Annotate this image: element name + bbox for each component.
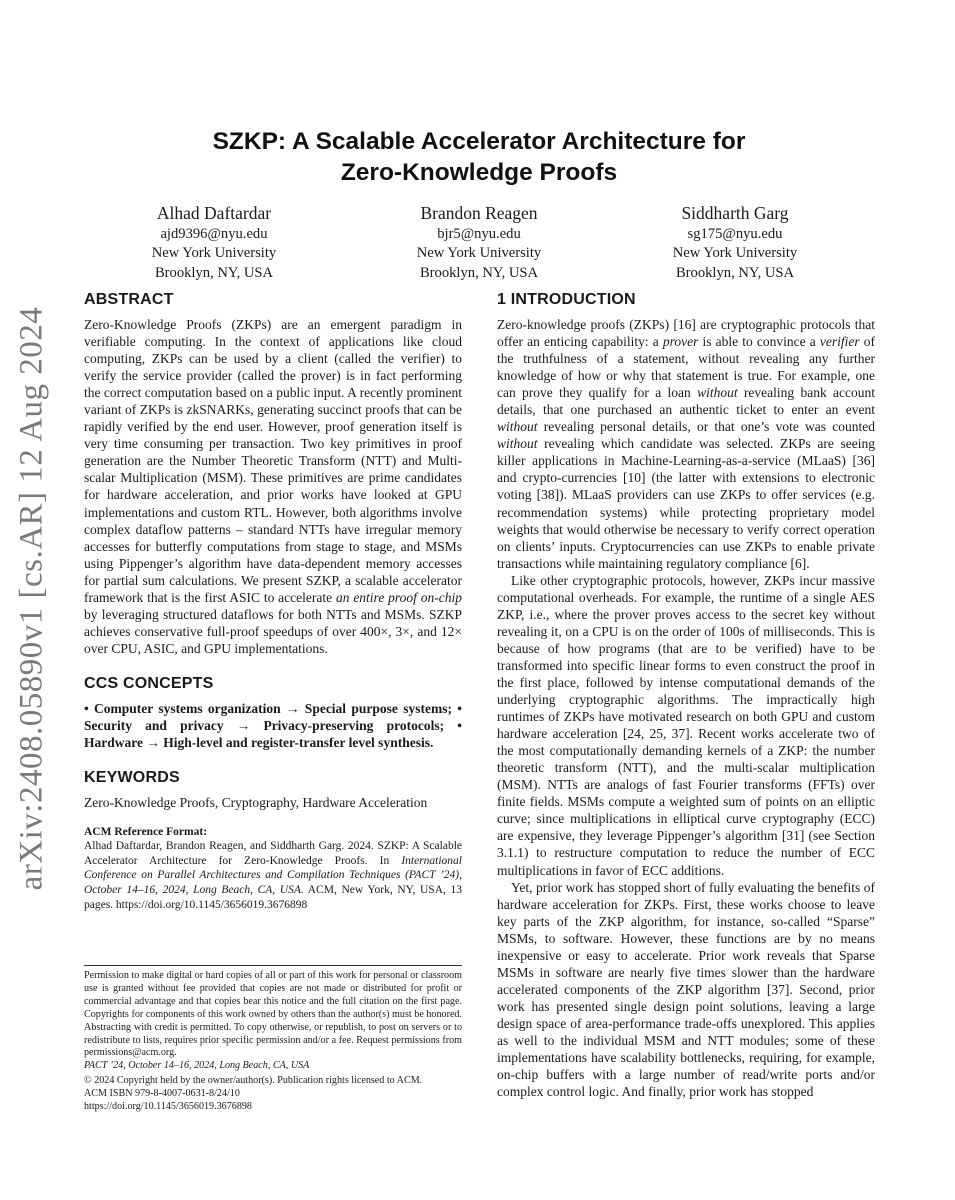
author-2 [349,202,609,283]
author-3 [605,202,865,283]
ccs-text: • Computer systems organization → Special purpose systems; • Security and privacy → Privacy-preserving protocols; • Hardware → High-level and register-transfer level synthesis. [84,700,462,751]
doi-line: https://doi.org/10.1145/3656019.3676898 [84,1101,252,1113]
author-affiliation: New York University [672,245,798,262]
author-name: Brandon Reagen [420,203,538,223]
paper-title [84,126,874,188]
author-email: ajd9396@nyu.edu [160,226,268,242]
introduction-heading: 1 INTRODUCTION [497,291,636,308]
acm-reference-text: Alhad Daftardar, Brandon Reagen, and Siddharth Garg. 2024. SZKP: A Scalable Accelerator Architecture for Zero-Knowledge Proofs. In International Conference on Parallel Architectures and Compilation Techniques (PACT ’24), October 14–16, 2024, Long Beach, CA, USA. ACM, New York, NY, USA, 13 pages. https://doi.org/10.1145/3656019.3676898 [84,840,463,911]
copyright-line: © 2024 Copyright held by the owner/author(s). Publication rights licensed to ACM. [84,1075,423,1087]
permission-notice: Permission to make digital or hard copies of all or part of this work for personal or classroom use is granted without fee provided that copies are not made or distributed for profit or commercial advantage and that copies bear this notice and the full citation on the first page. Copyrights for components of this work owned by others than the author(s) must be honored. Abstracting with credit is permitted. To copy otherwise, or republish, to post on servers or to redistribute to lists, requires prior specific permission and/or a fee. Request permissions from permissions@acm.org. [84,970,462,1059]
abstract-heading: ABSTRACT [84,291,174,308]
author-location: Brooklyn, NY, USA [154,264,274,281]
intro-paragraph-2: Like other cryptographic protocols, however, ZKPs incur massive computational overheads. For example, the runtime of a single AES ZKP, i.e., where the prover proves access to the secret key without revealing it, on a CPU is on the order of 100s of milliseconds. This is because of how programs (that are to be verified) have to be transformed into specific linear forms to even construct the proof in the first place, followed by intense computational demands of the underlying cryptographic algorithms. The impractically high runtimes of ZKPs have motivated research on both GPU and custom hardware acceleration [24, 25, 37]. Recent works accelerate two of the most computationally demanding kernels of a ZKP: the number theoretic transform (NTT), and the multi-scalar multiplication (MSM). NTTs are analogs of fast Fourier transforms (FFTs) over finite fields. MSMs compute a weighted sum of points on an elliptic curve; since multiplications in elliptical curve cryptography (ECC) are expensive, they leverage Pippenger’s algorithm [31] (see Section 3.1.1) to restructure computation to reduce the number of ECC multiplications in favor of ECC additions. [497,572,875,878]
ccs-heading: CCS CONCEPTS [84,674,214,692]
author-location: Brooklyn, NY, USA [675,264,795,281]
conference-line: PACT ’24, October 14–16, 2024, Long Beach, CA, USA [84,1060,310,1072]
author-name: Alhad Daftardar [156,203,272,223]
author-affiliation: New York University [416,245,542,262]
right-column [497,290,875,1100]
isbn-line: ACM ISBN 979-8-4007-0631-8/24/10 [84,1088,240,1100]
left-column [84,290,462,912]
author-email: bjr5@nyu.edu [437,226,521,242]
keywords-heading: KEYWORDS [84,769,180,787]
arxiv-identifier: arXiv:2408.05890v1 [cs.AR] 12 Aug 2024 [13,306,50,891]
acm-reference-heading: ACM Reference Format: [84,826,208,839]
intro-paragraph-3: Yet, prior work has stopped short of fully evaluating the benefits of hardware acceleration for ZKPs. First, these works choose to leave key parts of the ZKP algorithm, for instance, so-called “Sparse” MSMs, to software. However, these functions are by no means inexpensive or easy to accelerate. Prior work reveals that Sparse MSMs in software are nearly five times slower than the hardware accelerated components of the ZKP algorithm [37]. Second, prior work has presented single design point solutions, leaving a large design space of area-performance trade-offs unexplored. This applies as well to the individual MSM and NTT modules; some of these implementations have scalability bottlenecks, requiring, for example, on-chip buffers with a large number of read/write ports and/or complex control logic. And finally, prior work has stopped [497,879,875,1100]
copyright-footnote [84,965,462,1114]
title-line-1: SZKP: A Scalable Accelerator Architecture for [212,128,746,155]
keywords-text: Zero-Knowledge Proofs, Cryptography, Hardware Acceleration [84,795,428,811]
author-1 [84,202,344,283]
title-line-2: Zero-Knowledge Proofs [340,159,618,186]
intro-paragraph-1: Zero-knowledge proofs (ZKPs) [16] are cryptographic protocols that offer an enticing capability: a prover is able to convince a verifier of the truthfulness of a statement, without revealing any further knowledge of how or why that statement is true. For example, one can prove they qualify for a loan without revealing bank account details, that one purchased an authentic ticket to enter an event without revealing personal details, or that one’s vote was counted without revealing which candidate was selected. ZKPs are seeing killer applications in Machine-Learning-as-a-service (MLaaS) [36] and crypto-currencies [10] (the latter with extensions to electronic voting [38]). MLaaS providers can use ZKPs to offer services (e.g. recommendation systems) while protecting proprietary model weights that would otherwise be necessary to verify correct operation on clients’ inputs. Cryptocurrencies can use ZKPs to enable private transactions while maintaining regulatory compliance [6]. [497,317,876,571]
abstract-text: Zero-Knowledge Proofs (ZKPs) are an emergent paradigm in verifiable computing. In the context of applications like cloud computing, ZKPs can be used by a client (called the verifier) to verify the service provider (called the prover) is in fact performing the correct computation based on a public input. A recently prominent variant of ZKPs is zkSNARKs, generating succinct proofs that can be rapidly verified by the end user. However, proof generation itself is very time consuming per transaction. Two key primitives in proof generation are the Number Theoretic Transform (NTT) and Multi-scalar Multiplication (MSM). These primitives are prime candidates for hardware acceleration, and prior works have looked at GPU implementations and custom RTL. However, both algorithms involve complex dataflow patterns – standard NTTs have irregular memory accesses for butterfly computations from stage to stage, and MSMs using Pippenger’s algorithm have data-dependent memory accesses for partial sum calculations. We present SZKP, a scalable accelerator framework that is the first ASIC to accelerate an entire proof on-chip by leveraging structured dataflows for both NTTs and MSMs. SZKP achieves conservative full-proof speedups of over 400×, 3×, and 12× over CPU, ASIC, and GPU implementations. [84,317,462,656]
author-name: Siddharth Garg [681,203,789,223]
author-affiliation: New York University [151,245,277,262]
author-location: Brooklyn, NY, USA [419,264,539,281]
author-email: sg175@nyu.edu [687,226,783,242]
